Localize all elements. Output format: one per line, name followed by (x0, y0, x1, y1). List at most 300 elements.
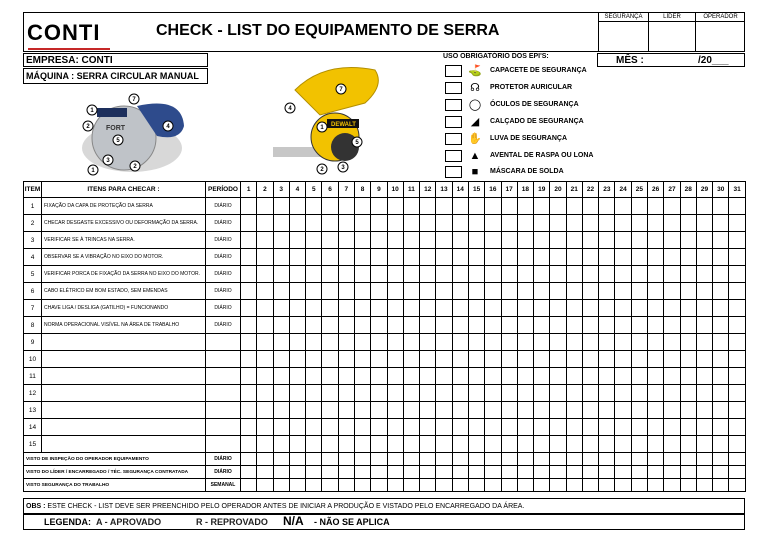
check-cell[interactable] (599, 419, 615, 436)
check-cell[interactable] (517, 351, 533, 368)
check-cell[interactable] (729, 385, 745, 402)
signature-cell[interactable] (550, 453, 566, 466)
check-cell[interactable] (257, 402, 273, 419)
signature-cell[interactable] (420, 466, 436, 479)
check-cell[interactable] (420, 351, 436, 368)
signature-cell[interactable] (436, 453, 452, 466)
check-cell[interactable] (485, 402, 501, 419)
check-cell[interactable] (436, 283, 452, 300)
check-cell[interactable] (517, 402, 533, 419)
check-cell[interactable] (729, 266, 745, 283)
check-cell[interactable] (599, 368, 615, 385)
check-cell[interactable] (566, 368, 582, 385)
signature-cell[interactable] (452, 466, 468, 479)
check-cell[interactable] (306, 215, 322, 232)
check-cell[interactable] (696, 368, 712, 385)
signature-cell[interactable] (354, 479, 370, 492)
check-cell[interactable] (485, 385, 501, 402)
check-cell[interactable] (501, 266, 517, 283)
check-cell[interactable] (289, 419, 305, 436)
check-cell[interactable] (631, 334, 647, 351)
signature-cell[interactable] (420, 479, 436, 492)
check-cell[interactable] (354, 419, 370, 436)
check-cell[interactable] (273, 300, 289, 317)
check-cell[interactable] (452, 198, 468, 215)
check-cell[interactable] (713, 368, 729, 385)
check-cell[interactable] (306, 436, 322, 453)
signature-cell[interactable] (664, 453, 680, 466)
check-cell[interactable] (403, 232, 419, 249)
check-cell[interactable] (289, 402, 305, 419)
check-cell[interactable] (615, 317, 631, 334)
signature-cell[interactable] (615, 479, 631, 492)
check-cell[interactable] (354, 198, 370, 215)
check-cell[interactable] (289, 232, 305, 249)
check-cell[interactable] (729, 334, 745, 351)
signature-cell[interactable] (517, 466, 533, 479)
check-cell[interactable] (354, 368, 370, 385)
check-cell[interactable] (257, 300, 273, 317)
check-cell[interactable] (680, 436, 696, 453)
check-cell[interactable] (403, 368, 419, 385)
check-cell[interactable] (387, 436, 403, 453)
check-cell[interactable] (338, 419, 354, 436)
signature-cell[interactable] (403, 479, 419, 492)
check-cell[interactable] (306, 232, 322, 249)
check-cell[interactable] (306, 402, 322, 419)
check-cell[interactable] (468, 283, 484, 300)
check-cell[interactable] (387, 300, 403, 317)
check-cell[interactable] (420, 368, 436, 385)
signature-cell[interactable] (599, 479, 615, 492)
check-cell[interactable] (713, 283, 729, 300)
signature-cell[interactable] (566, 453, 582, 466)
check-cell[interactable] (696, 419, 712, 436)
check-cell[interactable] (289, 215, 305, 232)
signature-cell[interactable] (582, 479, 598, 492)
check-cell[interactable] (354, 436, 370, 453)
check-cell[interactable] (452, 351, 468, 368)
signature-cell[interactable] (517, 479, 533, 492)
signature-cell[interactable] (599, 466, 615, 479)
check-cell[interactable] (517, 334, 533, 351)
check-cell[interactable] (696, 300, 712, 317)
check-cell[interactable] (534, 402, 550, 419)
check-cell[interactable] (289, 249, 305, 266)
check-cell[interactable] (436, 419, 452, 436)
check-cell[interactable] (713, 232, 729, 249)
signature-cell[interactable] (306, 466, 322, 479)
check-cell[interactable] (403, 283, 419, 300)
check-cell[interactable] (582, 385, 598, 402)
check-cell[interactable] (582, 249, 598, 266)
signature-cell[interactable] (566, 466, 582, 479)
check-cell[interactable] (420, 266, 436, 283)
check-cell[interactable] (566, 283, 582, 300)
check-cell[interactable] (257, 351, 273, 368)
check-cell[interactable] (306, 368, 322, 385)
check-cell[interactable] (599, 436, 615, 453)
signature-cell[interactable] (338, 466, 354, 479)
check-cell[interactable] (696, 402, 712, 419)
check-cell[interactable] (501, 385, 517, 402)
check-cell[interactable] (420, 402, 436, 419)
check-cell[interactable] (713, 385, 729, 402)
check-cell[interactable] (338, 300, 354, 317)
check-cell[interactable] (354, 266, 370, 283)
check-cell[interactable] (387, 402, 403, 419)
check-cell[interactable] (371, 419, 387, 436)
check-cell[interactable] (306, 266, 322, 283)
epi-checkbox[interactable] (445, 166, 462, 178)
check-cell[interactable] (322, 334, 338, 351)
check-cell[interactable] (485, 198, 501, 215)
check-cell[interactable] (371, 266, 387, 283)
check-cell[interactable] (354, 385, 370, 402)
check-cell[interactable] (468, 351, 484, 368)
check-cell[interactable] (371, 368, 387, 385)
check-cell[interactable] (680, 419, 696, 436)
check-cell[interactable] (517, 266, 533, 283)
check-cell[interactable] (599, 232, 615, 249)
check-cell[interactable] (550, 351, 566, 368)
signature-cell[interactable] (241, 479, 257, 492)
check-cell[interactable] (371, 215, 387, 232)
check-cell[interactable] (452, 283, 468, 300)
check-cell[interactable] (387, 283, 403, 300)
check-cell[interactable] (713, 402, 729, 419)
check-cell[interactable] (631, 232, 647, 249)
signature-cell[interactable] (468, 466, 484, 479)
check-cell[interactable] (241, 317, 257, 334)
check-cell[interactable] (713, 351, 729, 368)
check-cell[interactable] (371, 232, 387, 249)
check-cell[interactable] (354, 334, 370, 351)
check-cell[interactable] (241, 402, 257, 419)
check-cell[interactable] (338, 283, 354, 300)
check-cell[interactable] (501, 317, 517, 334)
check-cell[interactable] (517, 249, 533, 266)
check-cell[interactable] (550, 368, 566, 385)
check-cell[interactable] (517, 368, 533, 385)
check-cell[interactable] (485, 317, 501, 334)
check-cell[interactable] (420, 317, 436, 334)
check-cell[interactable] (452, 385, 468, 402)
check-cell[interactable] (306, 300, 322, 317)
check-cell[interactable] (322, 266, 338, 283)
check-cell[interactable] (615, 368, 631, 385)
check-cell[interactable] (257, 283, 273, 300)
check-cell[interactable] (338, 385, 354, 402)
signature-cell[interactable] (501, 466, 517, 479)
check-cell[interactable] (322, 283, 338, 300)
check-cell[interactable] (696, 198, 712, 215)
check-cell[interactable] (485, 436, 501, 453)
check-cell[interactable] (599, 198, 615, 215)
check-cell[interactable] (403, 385, 419, 402)
check-cell[interactable] (257, 385, 273, 402)
check-cell[interactable] (322, 419, 338, 436)
check-cell[interactable] (566, 232, 582, 249)
signature-cell[interactable] (257, 479, 273, 492)
check-cell[interactable] (452, 334, 468, 351)
check-cell[interactable] (582, 232, 598, 249)
signature-cell[interactable] (403, 453, 419, 466)
check-cell[interactable] (696, 351, 712, 368)
check-cell[interactable] (273, 368, 289, 385)
signature-cell[interactable] (322, 453, 338, 466)
check-cell[interactable] (485, 215, 501, 232)
check-cell[interactable] (338, 436, 354, 453)
check-cell[interactable] (306, 351, 322, 368)
check-cell[interactable] (615, 351, 631, 368)
check-cell[interactable] (729, 368, 745, 385)
check-cell[interactable] (566, 402, 582, 419)
check-cell[interactable] (387, 215, 403, 232)
check-cell[interactable] (354, 317, 370, 334)
check-cell[interactable] (338, 351, 354, 368)
check-cell[interactable] (696, 249, 712, 266)
check-cell[interactable] (420, 300, 436, 317)
check-cell[interactable] (664, 232, 680, 249)
signature-cell[interactable] (680, 466, 696, 479)
check-cell[interactable] (599, 351, 615, 368)
check-cell[interactable] (534, 300, 550, 317)
check-cell[interactable] (468, 334, 484, 351)
check-cell[interactable] (550, 283, 566, 300)
check-cell[interactable] (534, 436, 550, 453)
signature-cell[interactable] (713, 453, 729, 466)
check-cell[interactable] (452, 419, 468, 436)
check-cell[interactable] (387, 317, 403, 334)
check-cell[interactable] (501, 198, 517, 215)
check-cell[interactable] (452, 317, 468, 334)
check-cell[interactable] (241, 368, 257, 385)
signature-cell[interactable] (468, 453, 484, 466)
check-cell[interactable] (534, 266, 550, 283)
check-cell[interactable] (485, 232, 501, 249)
check-cell[interactable] (566, 215, 582, 232)
check-cell[interactable] (599, 249, 615, 266)
check-cell[interactable] (534, 232, 550, 249)
check-cell[interactable] (273, 266, 289, 283)
signature-cell[interactable] (387, 453, 403, 466)
check-cell[interactable] (436, 334, 452, 351)
check-cell[interactable] (468, 232, 484, 249)
signature-cell[interactable] (289, 453, 305, 466)
check-cell[interactable] (322, 436, 338, 453)
check-cell[interactable] (371, 198, 387, 215)
check-cell[interactable] (485, 334, 501, 351)
check-cell[interactable] (273, 283, 289, 300)
check-cell[interactable] (664, 266, 680, 283)
check-cell[interactable] (582, 300, 598, 317)
signature-cell[interactable] (631, 466, 647, 479)
check-cell[interactable] (485, 419, 501, 436)
check-cell[interactable] (680, 385, 696, 402)
check-cell[interactable] (615, 419, 631, 436)
check-cell[interactable] (501, 419, 517, 436)
check-cell[interactable] (354, 249, 370, 266)
check-cell[interactable] (306, 385, 322, 402)
check-cell[interactable] (501, 351, 517, 368)
check-cell[interactable] (729, 215, 745, 232)
check-cell[interactable] (631, 198, 647, 215)
check-cell[interactable] (257, 215, 273, 232)
signature-cell[interactable] (582, 453, 598, 466)
epi-checkbox[interactable] (445, 116, 462, 128)
check-cell[interactable] (664, 300, 680, 317)
check-cell[interactable] (273, 385, 289, 402)
check-cell[interactable] (338, 198, 354, 215)
check-cell[interactable] (599, 385, 615, 402)
check-cell[interactable] (582, 266, 598, 283)
check-cell[interactable] (322, 249, 338, 266)
check-cell[interactable] (534, 351, 550, 368)
check-cell[interactable] (452, 249, 468, 266)
signature-cell[interactable] (566, 479, 582, 492)
check-cell[interactable] (338, 232, 354, 249)
check-cell[interactable] (631, 215, 647, 232)
check-cell[interactable] (631, 402, 647, 419)
check-cell[interactable] (420, 334, 436, 351)
check-cell[interactable] (599, 300, 615, 317)
check-cell[interactable] (241, 215, 257, 232)
check-cell[interactable] (648, 436, 664, 453)
check-cell[interactable] (501, 215, 517, 232)
check-cell[interactable] (387, 419, 403, 436)
check-cell[interactable] (534, 198, 550, 215)
check-cell[interactable] (354, 232, 370, 249)
check-cell[interactable] (582, 198, 598, 215)
check-cell[interactable] (582, 402, 598, 419)
check-cell[interactable] (468, 436, 484, 453)
check-cell[interactable] (631, 283, 647, 300)
check-cell[interactable] (664, 249, 680, 266)
signature-cell[interactable] (371, 479, 387, 492)
signature-cell[interactable] (289, 466, 305, 479)
check-cell[interactable] (713, 334, 729, 351)
check-cell[interactable] (615, 300, 631, 317)
check-cell[interactable] (468, 300, 484, 317)
check-cell[interactable] (517, 300, 533, 317)
signature-cell[interactable] (550, 466, 566, 479)
check-cell[interactable] (664, 317, 680, 334)
check-cell[interactable] (729, 317, 745, 334)
check-cell[interactable] (436, 232, 452, 249)
check-cell[interactable] (387, 334, 403, 351)
check-cell[interactable] (566, 385, 582, 402)
check-cell[interactable] (371, 334, 387, 351)
check-cell[interactable] (257, 198, 273, 215)
check-cell[interactable] (517, 436, 533, 453)
check-cell[interactable] (468, 419, 484, 436)
check-cell[interactable] (289, 266, 305, 283)
signature-cell[interactable] (582, 466, 598, 479)
check-cell[interactable] (680, 300, 696, 317)
check-cell[interactable] (680, 266, 696, 283)
check-cell[interactable] (371, 249, 387, 266)
check-cell[interactable] (517, 385, 533, 402)
signature-cell[interactable] (354, 453, 370, 466)
check-cell[interactable] (387, 368, 403, 385)
signature-cell[interactable] (664, 466, 680, 479)
check-cell[interactable] (468, 317, 484, 334)
check-cell[interactable] (582, 317, 598, 334)
check-cell[interactable] (436, 300, 452, 317)
check-cell[interactable] (550, 300, 566, 317)
check-cell[interactable] (501, 300, 517, 317)
signature-cell[interactable] (615, 466, 631, 479)
check-cell[interactable] (485, 283, 501, 300)
signature-cell[interactable] (387, 479, 403, 492)
check-cell[interactable] (599, 402, 615, 419)
check-cell[interactable] (648, 368, 664, 385)
check-cell[interactable] (468, 402, 484, 419)
check-cell[interactable] (713, 249, 729, 266)
check-cell[interactable] (241, 351, 257, 368)
signature-cell[interactable] (387, 466, 403, 479)
check-cell[interactable] (273, 198, 289, 215)
check-cell[interactable] (631, 419, 647, 436)
check-cell[interactable] (664, 402, 680, 419)
check-cell[interactable] (517, 215, 533, 232)
check-cell[interactable] (403, 300, 419, 317)
check-cell[interactable] (452, 402, 468, 419)
sign-operator[interactable] (695, 13, 745, 51)
signature-cell[interactable] (517, 453, 533, 466)
epi-checkbox[interactable] (445, 150, 462, 162)
check-cell[interactable] (696, 436, 712, 453)
check-cell[interactable] (420, 198, 436, 215)
check-cell[interactable] (631, 300, 647, 317)
check-cell[interactable] (371, 402, 387, 419)
check-cell[interactable] (729, 300, 745, 317)
check-cell[interactable] (420, 419, 436, 436)
check-cell[interactable] (501, 232, 517, 249)
check-cell[interactable] (501, 249, 517, 266)
check-cell[interactable] (696, 232, 712, 249)
check-cell[interactable] (322, 232, 338, 249)
check-cell[interactable] (680, 249, 696, 266)
check-cell[interactable] (468, 266, 484, 283)
signature-cell[interactable] (631, 479, 647, 492)
check-cell[interactable] (371, 283, 387, 300)
check-cell[interactable] (599, 266, 615, 283)
signature-cell[interactable] (631, 453, 647, 466)
signature-cell[interactable] (306, 479, 322, 492)
check-cell[interactable] (273, 402, 289, 419)
check-cell[interactable] (713, 215, 729, 232)
check-cell[interactable] (338, 402, 354, 419)
check-cell[interactable] (468, 368, 484, 385)
check-cell[interactable] (403, 266, 419, 283)
check-cell[interactable] (729, 249, 745, 266)
signature-cell[interactable] (289, 479, 305, 492)
check-cell[interactable] (631, 351, 647, 368)
check-cell[interactable] (729, 351, 745, 368)
check-cell[interactable] (582, 351, 598, 368)
sign-security[interactable] (598, 13, 648, 51)
signature-cell[interactable] (436, 479, 452, 492)
check-cell[interactable] (566, 351, 582, 368)
check-cell[interactable] (713, 436, 729, 453)
check-cell[interactable] (387, 249, 403, 266)
check-cell[interactable] (615, 334, 631, 351)
signature-cell[interactable] (338, 453, 354, 466)
check-cell[interactable] (241, 249, 257, 266)
check-cell[interactable] (322, 385, 338, 402)
